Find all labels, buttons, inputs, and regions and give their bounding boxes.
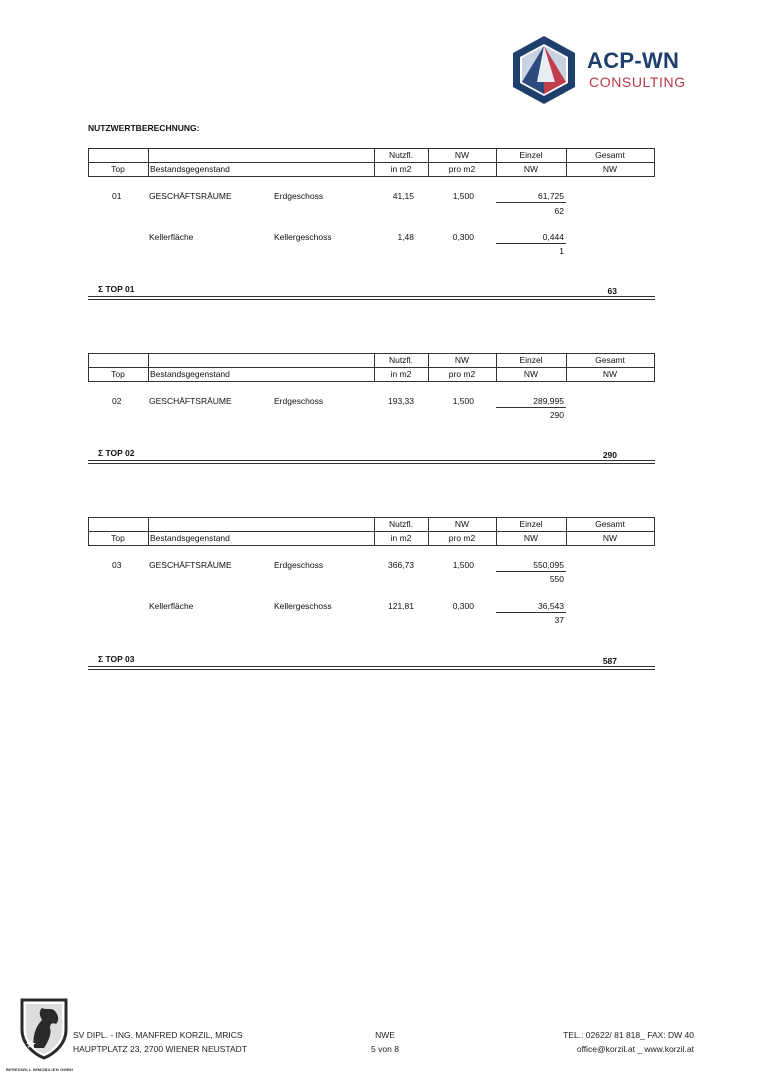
row-rounded: 62 [554,206,564,216]
row-nutzfl: 121,81 [388,601,414,611]
row-top: 02 [112,396,122,406]
row-nw: 0,300 [452,601,474,611]
header-nutzfl-unit: in m2 [390,533,412,543]
header-einzel-nw: NW [523,533,539,543]
horse-shield-icon [18,996,70,1060]
row-einzel: 0,444 [542,232,564,242]
row-top: 03 [112,560,122,570]
table-header [88,353,655,381]
footer-expert-name: SV DIPL. - ING. MANFRED KORZIL, MRICS [73,1030,243,1040]
header-nw-unit: pro m2 [448,533,476,543]
row-geschoss: Erdgeschoss [274,560,324,570]
row-rounded: 290 [549,410,564,420]
row-nw: 0,300 [452,232,474,242]
row-einzel: 61,725 [538,191,564,201]
header-nw: NW [454,150,470,160]
header-nutzfl-unit: in m2 [390,164,412,174]
header-nutzfl: Nutzfl. [388,355,414,365]
footer-email-web: office@korzil.at _ www.korzil.at [576,1044,694,1054]
header-gesamt: Gesamt [595,355,625,365]
footer-phone: TEL.: 02622/ 81 818_ FAX: DW 40 [563,1030,694,1040]
header-einzel: Einzel [519,519,543,529]
sum-value: 63 [607,286,617,296]
sum-value: 587 [602,656,617,666]
row-bestand: Kellerfläche [149,601,194,611]
footer-page-number: 5 von 8 [371,1044,399,1054]
header-nw-unit: pro m2 [448,369,476,379]
row-einzel: 550,095 [533,560,564,570]
logo-subtitle: CONSULTING [589,74,686,90]
sum-value: 290 [602,450,617,460]
header-top: Top [111,369,125,379]
row-nutzfl: 193,33 [388,396,414,406]
row-nutzfl: 1,48 [397,232,414,242]
sum-label: Σ TOP 03 [98,654,135,664]
row-geschoss: Erdgeschoss [274,396,324,406]
header-nutzfl: Nutzfl. [388,150,414,160]
header-bestand: Bestandsgegenstand [150,369,230,379]
section-title: NUTZWERTBERECHNUNG: [88,123,200,133]
header-nutzfl: Nutzfl. [388,519,414,529]
row-bestand: GESCHÄFTSRÄUME [149,396,232,406]
row-einzel: 36,543 [538,601,564,611]
header-gesamt-nw: NW [602,533,618,543]
sum-label: Σ TOP 01 [98,284,135,294]
sum-label: Σ TOP 02 [98,448,135,458]
header-bestand: Bestandsgegenstand [150,164,230,174]
header-nw: NW [454,355,470,365]
row-einzel: 289,995 [533,396,564,406]
logo-title: ACP-WN [587,48,680,73]
row-geschoss: Kellergeschoss [274,232,332,242]
header-gesamt-nw: NW [602,164,618,174]
row-bestand: Kellerfläche [149,232,194,242]
hexagon-logo-icon [509,34,579,106]
horse-shield-logo [18,996,70,1065]
header-bestand: Bestandsgegenstand [150,533,230,543]
row-rounded: 550 [549,574,564,584]
table-header [88,148,655,176]
header-einzel-nw: NW [523,164,539,174]
row-rounded: 37 [554,615,564,625]
header-gesamt-nw: NW [602,369,618,379]
table-header [88,517,655,545]
row-bestand: GESCHÄFTSRÄUME [149,191,232,201]
row-nw: 1,500 [452,396,474,406]
footer-company-tag: BEREDWILL IMMOBILIEN GMBH [6,1067,74,1072]
company-logo [509,34,709,106]
footer-address: HAUPTPLATZ 23, 2700 WIENER NEUSTADT [73,1044,247,1054]
header-einzel: Einzel [519,150,543,160]
header-nw: NW [454,519,470,529]
row-nutzfl: 366,73 [388,560,414,570]
row-nw: 1,500 [452,560,474,570]
row-geschoss: Erdgeschoss [274,191,324,201]
row-nw: 1,500 [452,191,474,201]
header-gesamt: Gesamt [595,519,625,529]
header-einzel: Einzel [519,355,543,365]
header-einzel-nw: NW [523,369,539,379]
header-top: Top [111,533,125,543]
footer-doc-code: NWE [375,1030,395,1040]
header-top: Top [111,164,125,174]
row-geschoss: Kellergeschoss [274,601,332,611]
header-nw-unit: pro m2 [448,164,476,174]
header-gesamt: Gesamt [595,150,625,160]
header-nutzfl-unit: in m2 [390,369,412,379]
row-top: 01 [112,191,122,201]
row-bestand: GESCHÄFTSRÄUME [149,560,232,570]
row-nutzfl: 41,15 [392,191,414,201]
row-rounded: 1 [559,246,564,256]
